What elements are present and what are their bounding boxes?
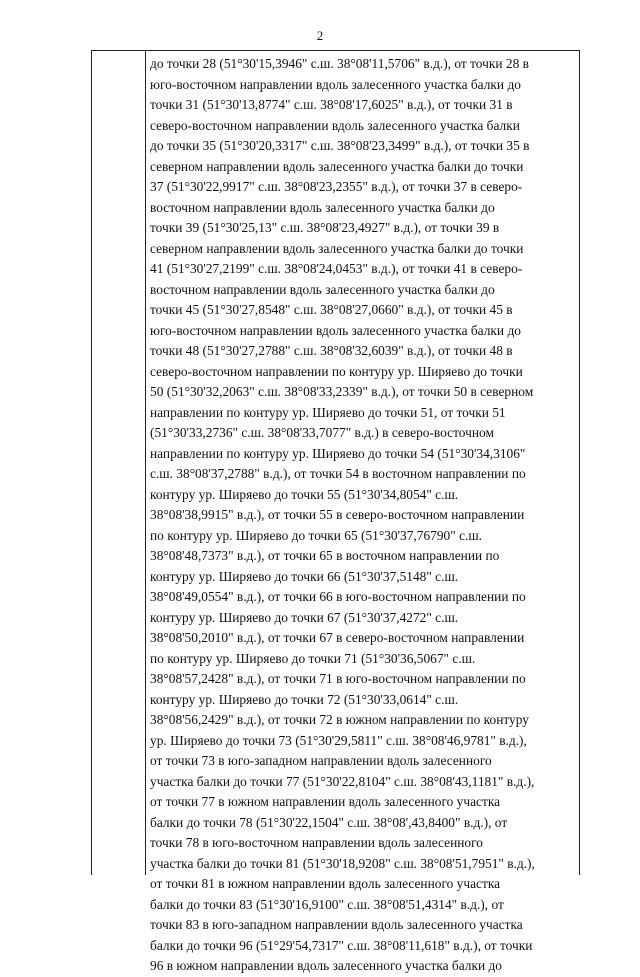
text-line: точки 83 в юго-западном направлении вдоль залесенного участка [150,917,523,932]
text-line: точки 39 (51°30'25,13" с.ш. 38°08'23,4927" в.д.), от точки 39 в [150,220,500,235]
text-line: восточном направлении вдоль залесенного участка балки до [150,199,495,215]
table-left-cell [92,51,145,875]
text-line: точки 45 (51°30'27,8548" с.ш. 38°08'27,0660" в.д.), от точки 45 в [150,302,513,317]
text-line: северном направлении вдоль залесенного участка балки до точки [150,240,524,256]
text-line: до точки 35 (51°30'20,3317" с.ш. 38°08'23,3499" в.д.), от точки 35 в [150,138,530,153]
text-line: юго-восточном направлении вдоль залесенного участка балки до [150,322,521,338]
text-line: 41 (51°30'27,2199" с.ш. 38°08'24,0453" в.д.), от точки 41 в северо- [150,261,523,276]
text-line: балки до точки 96 (51°29'54,7317" с.ш. 38°08'11,618" в.д.), от точки [150,937,533,953]
text-line: 38°08'50,2010" в.д.), от точки 67 в северо-восточном направлении [150,630,525,645]
text-line: северо-восточном направлении вдоль залесенного участка балки [150,117,520,133]
text-line: направлении по контуру ур. Ширяево до точки 51, от точки 51 [150,404,506,420]
text-line: ур. Ширяево до точки 73 (51°30'29,5811" с.ш. 38°08'46,9781" в.д.), [150,732,527,748]
text-line: 38°08'57,2428" в.д.), от точки 71 в юго-восточном направлении по [150,671,526,686]
text-line: контуру ур. Ширяево до точки 67 (51°30'37,4272" с.ш. [150,609,459,625]
text-line: контуру ур. Ширяево до точки 72 (51°30'33,0614" с.ш. [150,691,459,707]
document-table [91,50,580,973]
text-line: участка балки до точки 77 (51°30'22,8104" с.ш. 38°08'43,1181" в.д.), [150,773,535,789]
text-line: по контуру ур. Ширяево до точки 71 (51°30'36,5067" с.ш. [150,650,476,666]
text-line: 38°08'38,9915" в.д.), от точки 55 в северо-восточном направлении [150,507,525,522]
text-line: до точки 28 (51°30'15,3946" с.ш. 38°08'11,5706" в.д.), от точки 28 в [150,56,529,71]
text-line: контуру ур. Ширяево до точки 66 (51°30'37,5148" с.ш. [150,568,459,584]
text-line: от точки 73 в юго-западном направлении вдоль залесенного [150,753,492,768]
text-line: от точки 81 в южном направлении вдоль залесенного участка [150,876,501,891]
text-line: 96 в южном направлении вдоль залесенного участка балки до [150,958,503,973]
text-line: точки 78 в юго-восточном направлении вдоль залесенного [150,835,483,850]
text-line: 50 (51°30'32,2063" с.ш. 38°08'33,2339" в.д.), от точки 50 в северном [150,384,534,399]
text-line: балки до точки 83 (51°30'16,9100" с.ш. 38°08'51,4314" в.д.), от [150,896,504,912]
text-line: направлении по контуру ур. Ширяево до точки 54 (51°30'34,3106" [150,445,526,461]
text-line: восточном направлении вдоль залесенного участка балки до [150,281,495,297]
text-line: северном направлении вдоль залесенного участка балки до точки [150,158,524,174]
text-line: 38°08'56,2429" в.д.), от точки 72 в южном направлении по контуру [150,712,529,727]
text-line: юго-восточном направлении вдоль залесенного участка балки до [150,76,521,92]
table-text-cell [150,54,575,977]
column-divider [145,51,146,875]
text-line: участка балки до точки 81 (51°30'18,9208" с.ш. 38°08'51,7951" в.д.), [150,855,535,871]
text-line: контуру ур. Ширяево до точки 55 (51°30'34,8054" с.ш. [150,486,459,502]
text-line: по контуру ур. Ширяево до точки 65 (51°30'37,76790" с.ш. [150,527,483,543]
text-line: балки до точки 78 (51°30'22,1504" с.ш. 38°08',43,8400" в.д.), от [150,814,508,830]
text-line: 38°08'49,0554" в.д.), от точки 66 в юго-восточном направлении по [150,589,526,604]
text-line: с.ш. 38°08'37,2788" в.д.), от точки 54 в восточном направлении по [150,466,526,481]
page-number: 2 [316,28,324,43]
text-line: точки 48 (51°30'27,2788" с.ш. 38°08'32,6039" в.д.), от точки 48 в [150,343,513,358]
text-line: от точки 77 в южном направлении вдоль залесенного участка [150,794,501,809]
text-line: северо-восточном направлении по контуру ур. Ширяево до точки [150,363,523,379]
text-line: 37 (51°30'22,9917" с.ш. 38°08'23,2355" в.д.), от точки 37 в северо- [150,179,523,194]
text-line: 38°08'48,7373" в.д.), от точки 65 в восточном направлении по [150,548,500,563]
text-line: точки 31 (51°30'13,8774" с.ш. 38°08'17,6025" в.д.), от точки 31 в [150,97,513,112]
text-line: (51°30'33,2736" с.ш. 38°08'33,7077" в.д.) в северо-восточном [150,425,494,440]
